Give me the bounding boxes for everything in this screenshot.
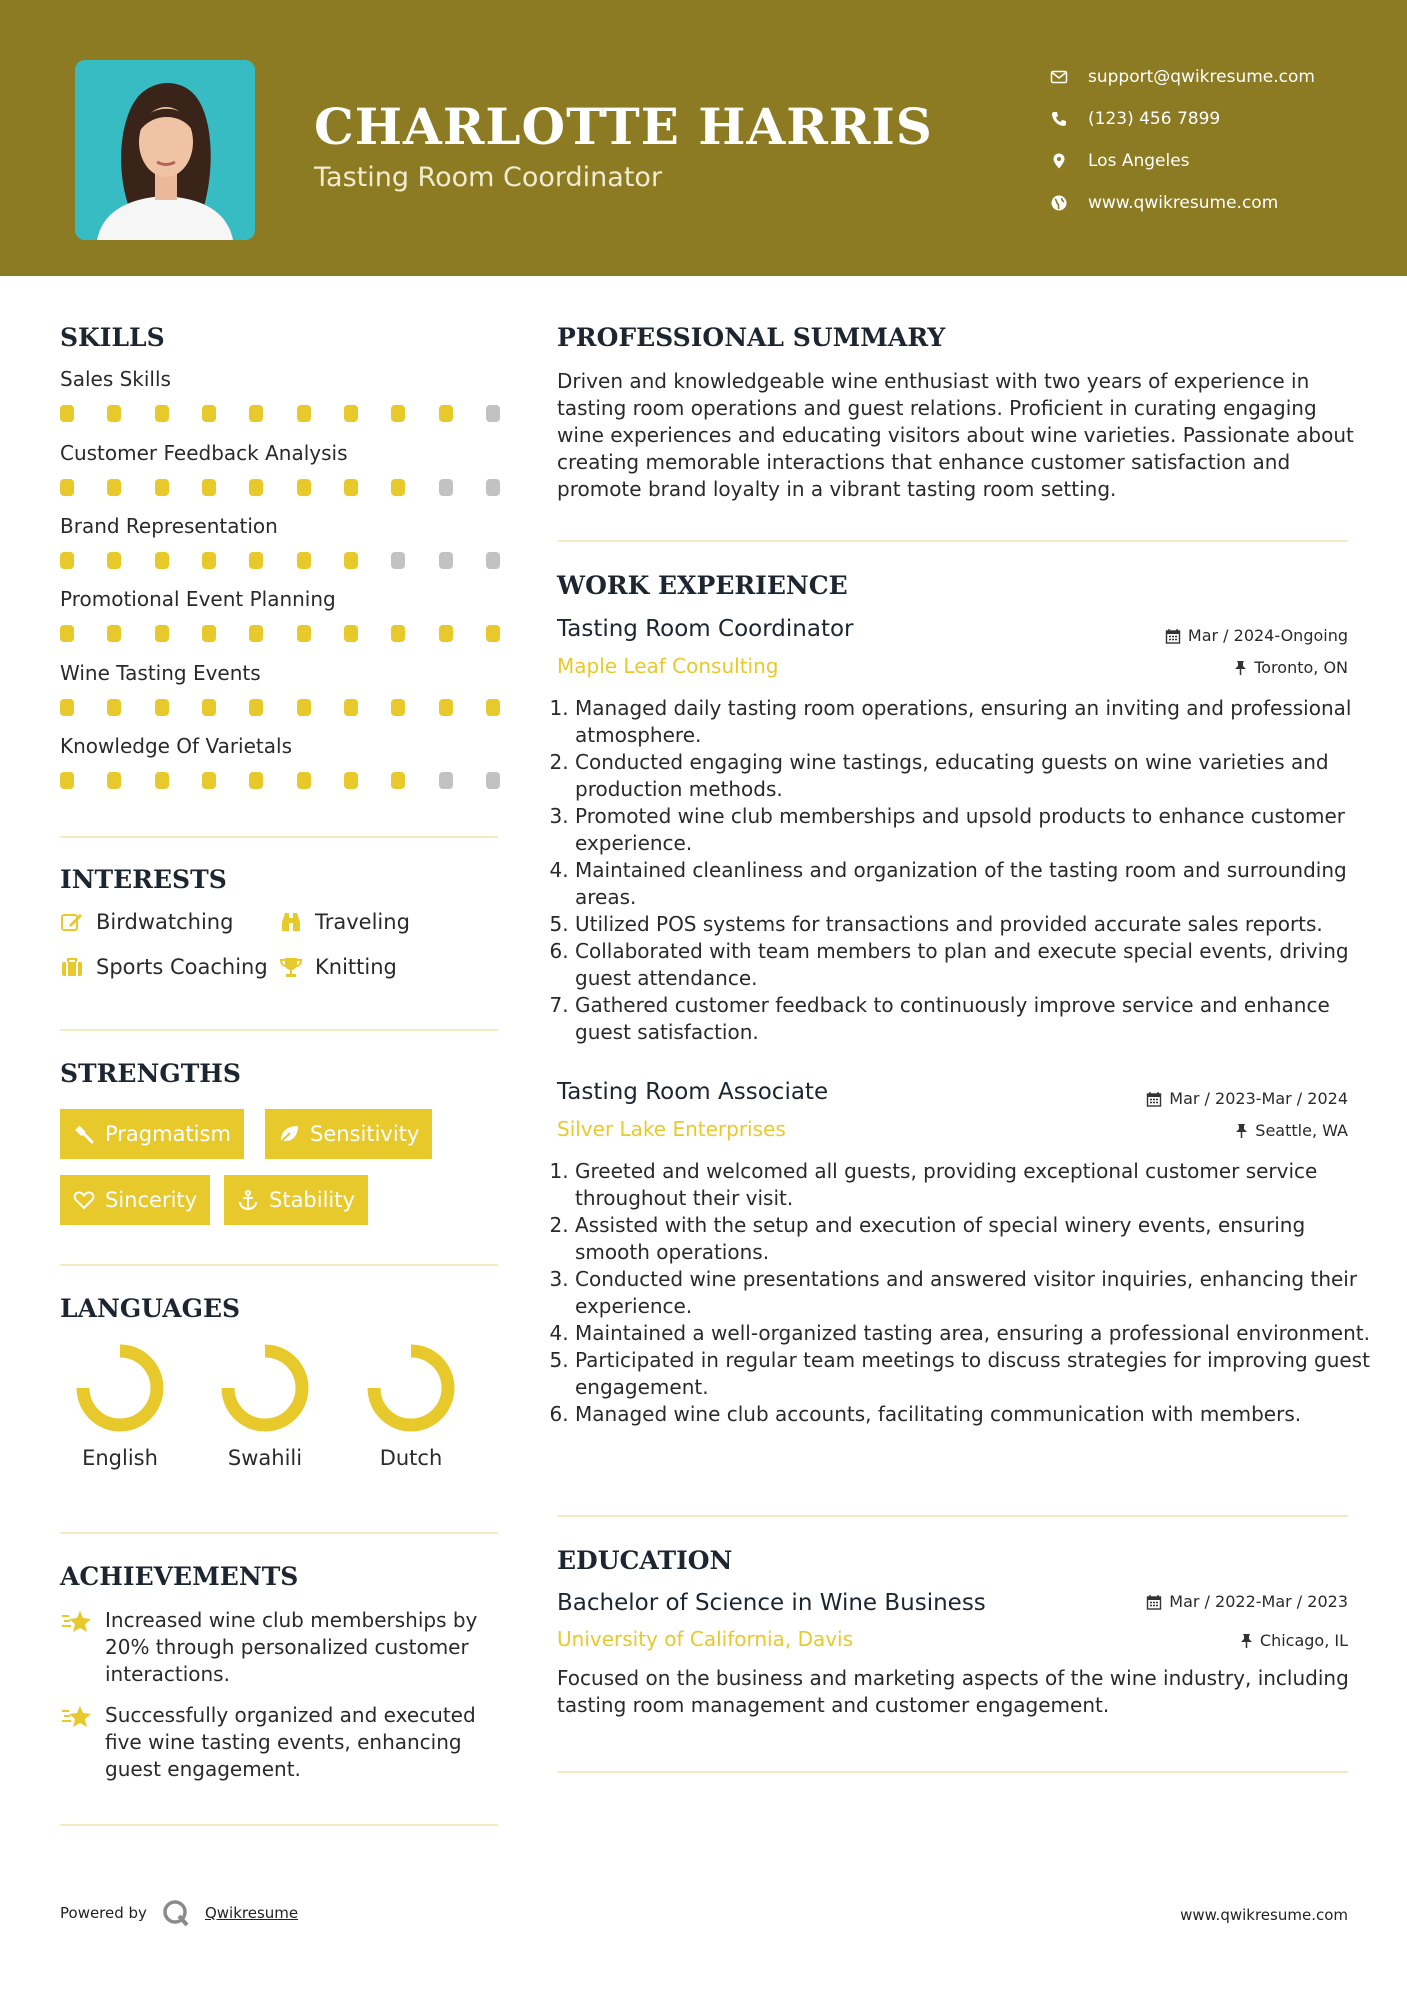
contact-location bbox=[1050, 140, 1315, 182]
rating-dot-filled bbox=[297, 625, 311, 642]
rating-dot-filled bbox=[60, 479, 74, 496]
rating-dot-filled bbox=[344, 699, 358, 716]
job-location-text: Seattle, WA bbox=[1255, 1121, 1348, 1140]
heart-icon bbox=[73, 1189, 95, 1211]
duty-item: 2. Conducted engaging wine tastings, educating guests on wine varieties and production methods. bbox=[575, 749, 1375, 803]
achievement-item bbox=[60, 1607, 510, 1688]
skill-item bbox=[60, 587, 500, 642]
skill-rating bbox=[60, 699, 500, 716]
rating-dot-filled bbox=[439, 625, 453, 642]
rating-dot-filled bbox=[486, 625, 500, 642]
skills-heading: SKILLS bbox=[60, 323, 165, 352]
education-location bbox=[1240, 1631, 1348, 1650]
rating-dot-filled bbox=[391, 405, 405, 422]
rating-dot-filled bbox=[391, 772, 405, 789]
rating-dot-filled bbox=[60, 552, 74, 569]
rating-dot-filled bbox=[344, 552, 358, 569]
calendar-icon bbox=[1165, 628, 1181, 644]
rating-dot-filled bbox=[202, 772, 216, 789]
language-progress-ring bbox=[72, 1340, 168, 1436]
trophy-icon bbox=[279, 955, 303, 979]
achievement-text: Successfully organized and executed five wine tasting events, enhancing guest engagement. bbox=[105, 1703, 476, 1781]
rating-dot-filled bbox=[249, 699, 263, 716]
footer-branding bbox=[60, 1898, 298, 1928]
rating-dot-filled bbox=[107, 699, 121, 716]
interest-item bbox=[279, 955, 397, 979]
rating-dot-empty bbox=[486, 405, 500, 422]
rating-dot-empty bbox=[439, 552, 453, 569]
school-name: University of California, Davis bbox=[557, 1627, 854, 1651]
shooting-star-icon bbox=[60, 1703, 94, 1731]
divider bbox=[60, 1532, 498, 1534]
contact-list bbox=[1050, 56, 1315, 224]
rating-dot-filled bbox=[486, 699, 500, 716]
rating-dot-filled bbox=[439, 699, 453, 716]
company-name: Silver Lake Enterprises bbox=[557, 1117, 786, 1141]
rating-dot-filled bbox=[155, 772, 169, 789]
interest-label: Birdwatching bbox=[96, 910, 234, 934]
language-progress-ring bbox=[217, 1340, 313, 1436]
strength-label: Stability bbox=[269, 1188, 355, 1212]
duty-item: 1. Managed daily tasting room operations, ensuring an inviting and professional atmosphere. bbox=[575, 695, 1375, 749]
job-location bbox=[1234, 658, 1348, 677]
rating-dot-filled bbox=[60, 772, 74, 789]
skill-item bbox=[60, 441, 500, 496]
skill-item bbox=[60, 367, 500, 422]
rating-dot-filled bbox=[155, 479, 169, 496]
pencil-icon bbox=[60, 910, 84, 934]
globe-icon bbox=[1050, 194, 1068, 212]
anchor-icon bbox=[237, 1189, 259, 1211]
skill-rating bbox=[60, 625, 500, 642]
divider bbox=[60, 1824, 498, 1826]
language-item bbox=[60, 1340, 180, 1470]
skill-name: Promotional Event Planning bbox=[60, 587, 336, 611]
profile-photo bbox=[75, 60, 255, 240]
envelope-icon bbox=[1050, 68, 1068, 86]
rating-dot-empty bbox=[439, 772, 453, 789]
job-location-text: Toronto, ON bbox=[1254, 658, 1348, 677]
job-dates-text: Mar / 2024-Ongoing bbox=[1187, 626, 1348, 645]
rating-dot-empty bbox=[439, 479, 453, 496]
interests-heading: INTERESTS bbox=[60, 865, 227, 894]
candidate-name: CHARLOTTE HARRIS bbox=[314, 97, 933, 156]
rating-dot-filled bbox=[202, 625, 216, 642]
interest-item bbox=[60, 955, 268, 979]
rating-dot-filled bbox=[297, 479, 311, 496]
calendar-icon bbox=[1146, 1594, 1162, 1610]
shooting-star-icon bbox=[60, 1608, 94, 1636]
candidate-title: Tasting Room Coordinator bbox=[314, 162, 663, 193]
divider bbox=[60, 1264, 498, 1266]
duty-item: 6. Managed wine club accounts, facilitating communication with members. bbox=[575, 1401, 1375, 1428]
contact-email-text: support@qwikresume.com bbox=[1088, 67, 1315, 87]
rating-dot-empty bbox=[486, 772, 500, 789]
job-title: Tasting Room Coordinator bbox=[557, 616, 854, 642]
rating-dot-filled bbox=[202, 699, 216, 716]
strength-label: Sincerity bbox=[105, 1188, 198, 1212]
skill-item bbox=[60, 514, 500, 569]
language-item bbox=[351, 1340, 471, 1470]
duty-item: 4. Maintained a well-organized tasting area, ensuring a professional environment. bbox=[575, 1320, 1375, 1347]
rating-dot-filled bbox=[249, 772, 263, 789]
job-dates-text: Mar / 2023-Mar / 2024 bbox=[1169, 1089, 1348, 1108]
skill-rating bbox=[60, 479, 500, 496]
binoculars-icon bbox=[279, 910, 303, 934]
rating-dot-filled bbox=[391, 479, 405, 496]
rating-dot-filled bbox=[107, 479, 121, 496]
languages-heading: LANGUAGES bbox=[60, 1294, 241, 1323]
strengths-heading: STRENGTHS bbox=[60, 1059, 241, 1088]
rating-dot-filled bbox=[107, 552, 121, 569]
contact-website-text: www.qwikresume.com bbox=[1088, 193, 1279, 213]
rating-dot-filled bbox=[155, 699, 169, 716]
duty-item: 1. Greeted and welcomed all guests, providing exceptional customer service throughout their visit. bbox=[575, 1158, 1375, 1212]
divider bbox=[60, 1029, 498, 1031]
interest-item bbox=[279, 910, 410, 934]
rating-dot-filled bbox=[439, 405, 453, 422]
skill-rating bbox=[60, 405, 500, 422]
strength-badge bbox=[60, 1109, 244, 1159]
duty-item: 2. Assisted with the setup and execution of special winery events, ensuring smooth operations. bbox=[575, 1212, 1375, 1266]
duty-item: 3. Conducted wine presentations and answered visitor inquiries, enhancing their experience. bbox=[575, 1266, 1375, 1320]
rating-dot-filled bbox=[344, 405, 358, 422]
job-dates bbox=[1165, 626, 1348, 645]
duty-item: 3. Promoted wine club memberships and upsold products to enhance customer experience. bbox=[575, 803, 1375, 857]
skill-name: Knowledge Of Varietals bbox=[60, 734, 292, 758]
powered-by-text: Powered by bbox=[60, 1904, 147, 1922]
rating-dot-filled bbox=[297, 552, 311, 569]
rating-dot-filled bbox=[297, 699, 311, 716]
contact-website[interactable] bbox=[1050, 182, 1315, 224]
language-item bbox=[205, 1340, 325, 1470]
skill-item bbox=[60, 734, 500, 789]
leaf-icon bbox=[278, 1123, 300, 1145]
rating-dot-filled bbox=[297, 772, 311, 789]
strength-label: Pragmatism bbox=[105, 1122, 231, 1146]
rating-dot-filled bbox=[297, 405, 311, 422]
qwikresume-logo-icon bbox=[161, 1898, 191, 1928]
language-name: Swahili bbox=[227, 1446, 303, 1470]
rating-dot-empty bbox=[486, 479, 500, 496]
interest-label: Traveling bbox=[315, 910, 410, 934]
calendar-icon bbox=[1146, 1091, 1162, 1107]
rating-dot-filled bbox=[249, 479, 263, 496]
skill-rating bbox=[60, 772, 500, 789]
education-location-text: Chicago, IL bbox=[1259, 1631, 1348, 1650]
contact-phone-text: (123) 456 7899 bbox=[1088, 109, 1221, 129]
education-description: Focused on the business and marketing aspects of the wine industry, including tasting room management and customer engagement. bbox=[557, 1666, 1349, 1717]
rating-dot-filled bbox=[202, 552, 216, 569]
language-name: English bbox=[82, 1446, 158, 1470]
achievements-heading: ACHIEVEMENTS bbox=[60, 1562, 299, 1591]
rating-dot-filled bbox=[344, 479, 358, 496]
contact-location-text: Los Angeles bbox=[1088, 151, 1190, 171]
pushpin-icon bbox=[1234, 660, 1247, 675]
rating-dot-filled bbox=[155, 625, 169, 642]
skill-rating bbox=[60, 552, 500, 569]
education-dates-text: Mar / 2022-Mar / 2023 bbox=[1169, 1592, 1348, 1611]
duty-item: 5. Participated in regular team meetings to discuss strategies for improving guest engagement. bbox=[575, 1347, 1375, 1401]
rating-dot-filled bbox=[202, 479, 216, 496]
strength-badge bbox=[60, 1175, 210, 1225]
language-progress-ring bbox=[363, 1340, 459, 1436]
pushpin-icon bbox=[1240, 1633, 1253, 1648]
map-pin-icon bbox=[1050, 152, 1068, 170]
summary-text: Driven and knowledgeable wine enthusiast with two years of experience in tasting room operations and guest relations. Proficient in curating engaging wine experiences and educating visitors about wine varieties. Passionate about creating memorable interactions that enhance customer satisfaction and promote brand loyalty in a vibrant tasting room setting. bbox=[557, 369, 1354, 501]
rating-dot-empty bbox=[391, 552, 405, 569]
rating-dot-filled bbox=[107, 625, 121, 642]
achievement-text: Increased wine club memberships by 20% through personalized customer interactions. bbox=[105, 1608, 478, 1686]
gavel-icon bbox=[73, 1123, 95, 1145]
divider bbox=[557, 1771, 1348, 1773]
job-dates bbox=[1146, 1089, 1348, 1108]
job-title: Tasting Room Associate bbox=[557, 1079, 829, 1105]
strength-badge bbox=[265, 1109, 432, 1159]
contact-email[interactable] bbox=[1050, 56, 1315, 98]
language-name: Dutch bbox=[379, 1446, 443, 1470]
skill-name: Wine Tasting Events bbox=[60, 661, 261, 685]
qwikresume-link[interactable]: Qwikresume bbox=[204, 1904, 299, 1922]
rating-dot-filled bbox=[107, 772, 121, 789]
resume-header bbox=[0, 0, 1407, 276]
rating-dot-filled bbox=[249, 405, 263, 422]
pushpin-icon bbox=[1235, 1123, 1248, 1138]
skill-name: Customer Feedback Analysis bbox=[60, 441, 348, 465]
job-duties bbox=[557, 1158, 1375, 1428]
rating-dot-filled bbox=[60, 699, 74, 716]
divider bbox=[60, 836, 498, 838]
degree-title: Bachelor of Science in Wine Business bbox=[557, 1590, 986, 1616]
rating-dot-filled bbox=[249, 625, 263, 642]
rating-dot-filled bbox=[107, 405, 121, 422]
rating-dot-filled bbox=[155, 405, 169, 422]
education-heading: EDUCATION bbox=[557, 1546, 733, 1575]
experience-heading: WORK EXPERIENCE bbox=[557, 571, 848, 600]
rating-dot-filled bbox=[391, 625, 405, 642]
summary-heading: PROFESSIONAL SUMMARY bbox=[557, 323, 946, 352]
rating-dot-filled bbox=[249, 552, 263, 569]
duty-item: 6. Collaborated with team members to plan and execute special events, driving guest attendance. bbox=[575, 938, 1375, 992]
interest-item bbox=[60, 910, 233, 934]
strength-label: Sensitivity bbox=[310, 1122, 420, 1146]
strength-badge bbox=[224, 1175, 368, 1225]
interest-label: Knitting bbox=[315, 955, 397, 979]
duty-item: 5. Utilized POS systems for transactions and provided accurate sales reports. bbox=[575, 911, 1375, 938]
company-name: Maple Leaf Consulting bbox=[557, 654, 779, 678]
skill-item bbox=[60, 661, 500, 716]
interest-label: Sports Coaching bbox=[96, 955, 268, 979]
rating-dot-filled bbox=[60, 405, 74, 422]
rating-dot-empty bbox=[486, 552, 500, 569]
rating-dot-filled bbox=[391, 699, 405, 716]
skill-name: Brand Representation bbox=[60, 514, 278, 538]
divider bbox=[557, 540, 1348, 542]
duty-item: 4. Maintained cleanliness and organization of the tasting room and surrounding areas. bbox=[575, 857, 1375, 911]
duty-item: 7. Gathered customer feedback to continuously improve service and enhance guest satisfaction. bbox=[575, 992, 1375, 1046]
rating-dot-filled bbox=[60, 625, 74, 642]
phone-icon bbox=[1050, 110, 1068, 128]
achievement-item bbox=[60, 1702, 510, 1783]
briefcase-icon bbox=[60, 955, 84, 979]
skill-name: Sales Skills bbox=[60, 367, 171, 391]
rating-dot-filled bbox=[202, 405, 216, 422]
job-duties bbox=[557, 695, 1375, 1046]
contact-phone[interactable] bbox=[1050, 98, 1315, 140]
rating-dot-filled bbox=[344, 772, 358, 789]
footer-website[interactable]: www.qwikresume.com bbox=[1180, 1906, 1348, 1924]
rating-dot-filled bbox=[344, 625, 358, 642]
rating-dot-filled bbox=[155, 552, 169, 569]
divider bbox=[557, 1515, 1348, 1517]
education-dates bbox=[1146, 1592, 1348, 1611]
job-location bbox=[1235, 1121, 1348, 1140]
